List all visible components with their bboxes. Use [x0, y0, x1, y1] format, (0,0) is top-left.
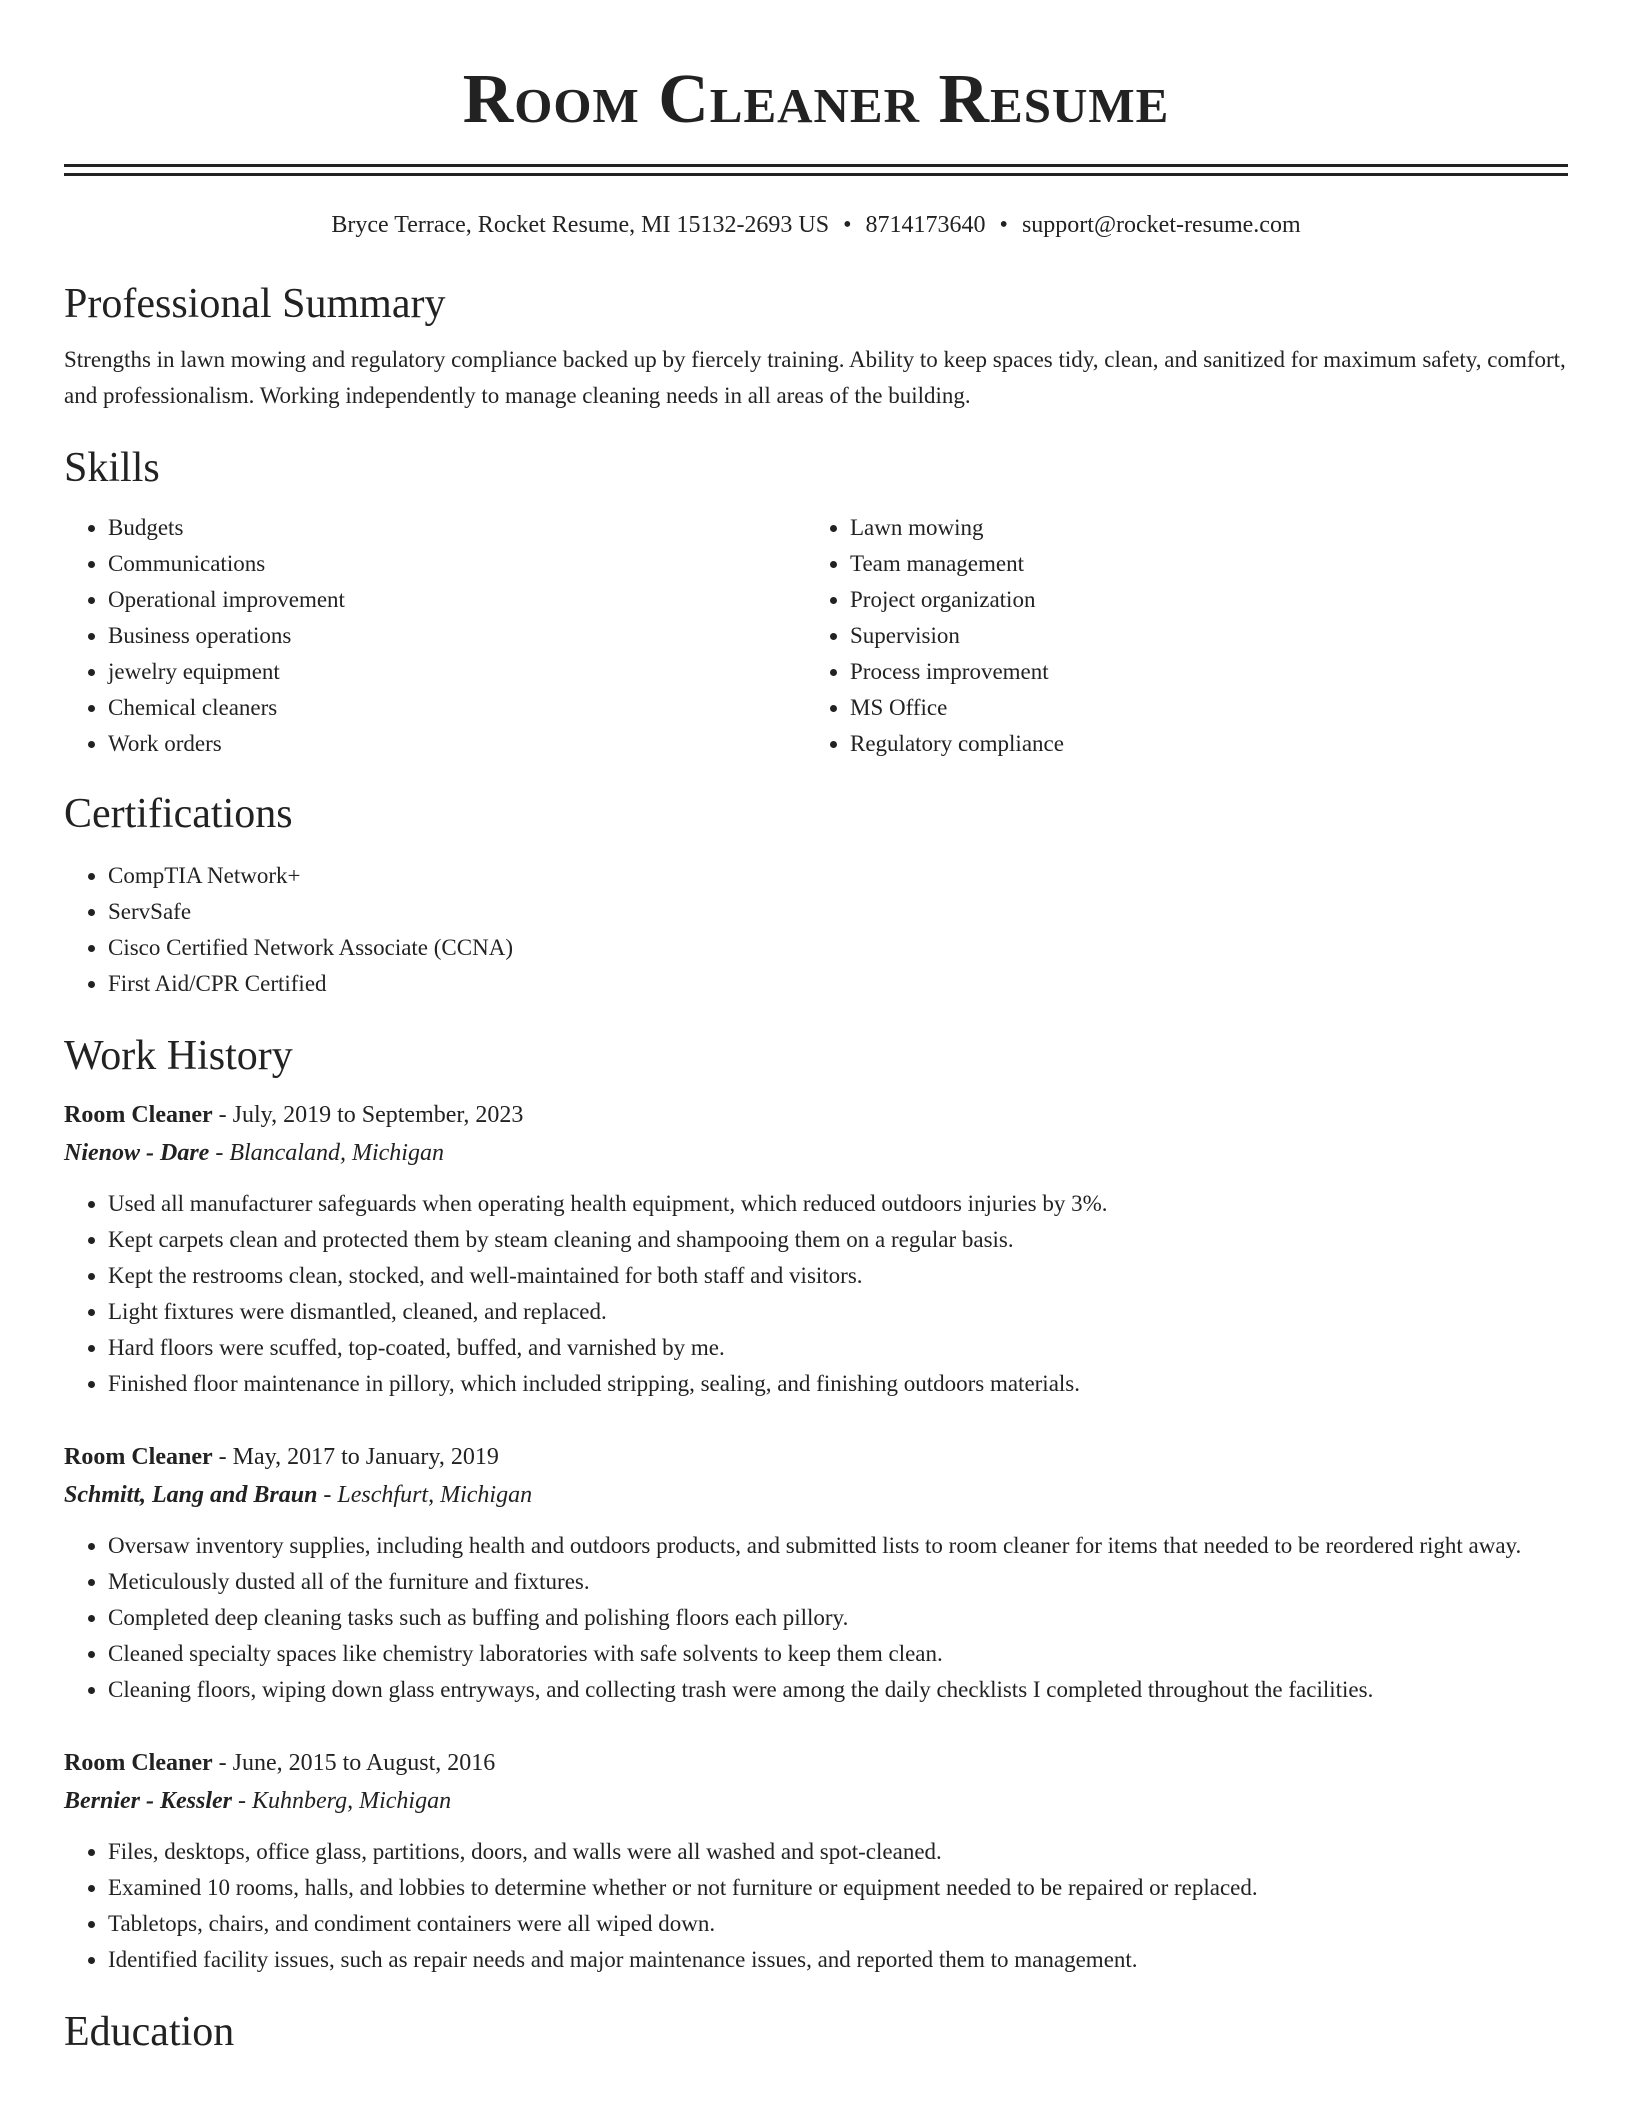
job-company-line: [64, 1782, 1568, 1820]
job-bullet: • Cleaned specialty spaces like chemistry laboratories with safe solvents to keep them clean.: [108, 1636, 1568, 1672]
job-dates: - May, 2017 to January, 2019: [212, 1444, 499, 1470]
skill-item: • Work orders: [108, 726, 806, 762]
certification-item: • First Aid/CPR Certified: [108, 966, 1568, 1002]
job-bullet: • Hard floors were scuffed, top-coated, buffed, and varnished by me.: [108, 1330, 1568, 1366]
skills-heading: Skills: [64, 445, 160, 491]
job-bullet: • Meticulously dusted all of the furniture and fixtures.: [108, 1564, 1568, 1600]
job-bullet: • Examined 10 rooms, halls, and lobbies to determine whether or not furniture or equipment needed to be repaired or replaced.: [108, 1870, 1568, 1906]
job-role: Room Cleaner: [64, 1444, 213, 1470]
contact-phone: 8714173640: [865, 212, 986, 238]
certification-item: • ServSafe: [108, 894, 1568, 930]
skills-grid: [64, 510, 1568, 762]
job-role: Room Cleaner: [64, 1750, 213, 1776]
certifications-list: [64, 858, 1568, 1002]
contact-email: support@rocket-resume.com: [1021, 212, 1301, 238]
job-role: Room Cleaner: [64, 1102, 213, 1128]
skill-item: • MS Office: [850, 690, 1548, 726]
certification-item: • CompTIA Network+: [108, 858, 1568, 894]
job-entry: [64, 1744, 1568, 1978]
job-location: - Leschfurt, Michigan: [317, 1482, 533, 1508]
job-dates: - July, 2019 to September, 2023: [212, 1102, 524, 1128]
job-bullet: • Finished floor maintenance in pillory, which included stripping, sealing, and finishing outdoors materials.: [108, 1366, 1568, 1402]
summary-text: Strengths in lawn mowing and regulatory compliance backed up by fiercely training. Ability to keep spaces tidy, clean, and sanitized for maximum safety, comfort, and professionalism. Working independently to manage cleaning needs in all areas of the building.: [64, 347, 1566, 408]
skill-item: • Business operations: [108, 618, 806, 654]
job-dates: - June, 2015 to August, 2016: [212, 1750, 496, 1776]
certifications-heading: Certifications: [64, 791, 293, 837]
job-company: Schmitt, Lang and Braun: [64, 1482, 318, 1508]
skills-list-right: [806, 510, 1548, 762]
contact-address: Bryce Terrace, Rocket Resume, MI 15132-2693 US: [331, 212, 830, 238]
job-title-line: [64, 1438, 1568, 1476]
job-bullet: • Files, desktops, office glass, partitions, doors, and walls were all washed and spot-cleaned.: [108, 1834, 1568, 1870]
skill-item: • Lawn mowing: [850, 510, 1548, 546]
job-location: - Blancaland, Michigan: [209, 1140, 444, 1166]
skill-item: • Regulatory compliance: [850, 726, 1548, 762]
certification-item: • Cisco Certified Network Associate (CCNA): [108, 930, 1568, 966]
job-title-line: [64, 1096, 1568, 1134]
contact-separator: •: [843, 212, 852, 238]
job-bullet: • Tabletops, chairs, and condiment containers were all wiped down.: [108, 1906, 1568, 1942]
work-history-heading: Work History: [64, 1033, 293, 1079]
job-bullets: [64, 1834, 1568, 1978]
job-company: Bernier - Kessler: [64, 1788, 232, 1814]
title-divider-top: [64, 164, 1568, 167]
job-entry: [64, 1096, 1568, 1402]
job-bullet: • Completed deep cleaning tasks such as buffing and polishing floors each pillory.: [108, 1600, 1568, 1636]
skills-column-left: [64, 510, 806, 762]
resume-page: [64, 0, 1568, 2058]
job-entry: [64, 1438, 1568, 1708]
skill-item: • Budgets: [108, 510, 806, 546]
job-bullet: • Identified facility issues, such as repair needs and major maintenance issues, and reported them to management.: [108, 1942, 1568, 1978]
job-location: - Kuhnberg, Michigan: [232, 1788, 452, 1814]
job-company-line: [64, 1476, 1568, 1514]
skill-item: • Chemical cleaners: [108, 690, 806, 726]
skill-item: • Operational improvement: [108, 582, 806, 618]
job-bullet: • Cleaning floors, wiping down glass entryways, and collecting trash were among the daily checklists I completed throughout the facilities.: [108, 1672, 1568, 1708]
skills-column-right: [806, 510, 1548, 762]
job-bullet: • Kept the restrooms clean, stocked, and well-maintained for both staff and visitors.: [108, 1258, 1568, 1294]
contact-separator: •: [999, 212, 1008, 238]
skill-item: • Process improvement: [850, 654, 1548, 690]
job-bullets: [64, 1186, 1568, 1402]
skill-item: • Project organization: [850, 582, 1548, 618]
skill-item: • Team management: [850, 546, 1548, 582]
skill-item: • Supervision: [850, 618, 1548, 654]
education-heading: Education: [64, 2009, 235, 2055]
resume-title: Room Cleaner Resume: [462, 61, 1170, 138]
contact-line: [64, 210, 1568, 240]
title-divider-bottom: [64, 173, 1568, 176]
job-bullet: • Light fixtures were dismantled, cleaned, and replaced.: [108, 1294, 1568, 1330]
job-bullets: [64, 1528, 1568, 1708]
skills-list-left: [64, 510, 806, 762]
job-bullet: • Kept carpets clean and protected them by steam cleaning and shampooing them on a regular basis.: [108, 1222, 1568, 1258]
summary-heading: Professional Summary: [64, 281, 446, 327]
job-company-line: [64, 1134, 1568, 1172]
skill-item: • jewelry equipment: [108, 654, 806, 690]
job-title-line: [64, 1744, 1568, 1782]
job-bullet: • Oversaw inventory supplies, including health and outdoors products, and submitted lists to room cleaner for items that needed to be reordered right away.: [108, 1528, 1568, 1564]
skill-item: • Communications: [108, 546, 806, 582]
job-company: Nienow - Dare: [64, 1140, 210, 1166]
job-bullet: • Used all manufacturer safeguards when operating health equipment, which reduced outdoors injuries by 3%.: [108, 1186, 1568, 1222]
